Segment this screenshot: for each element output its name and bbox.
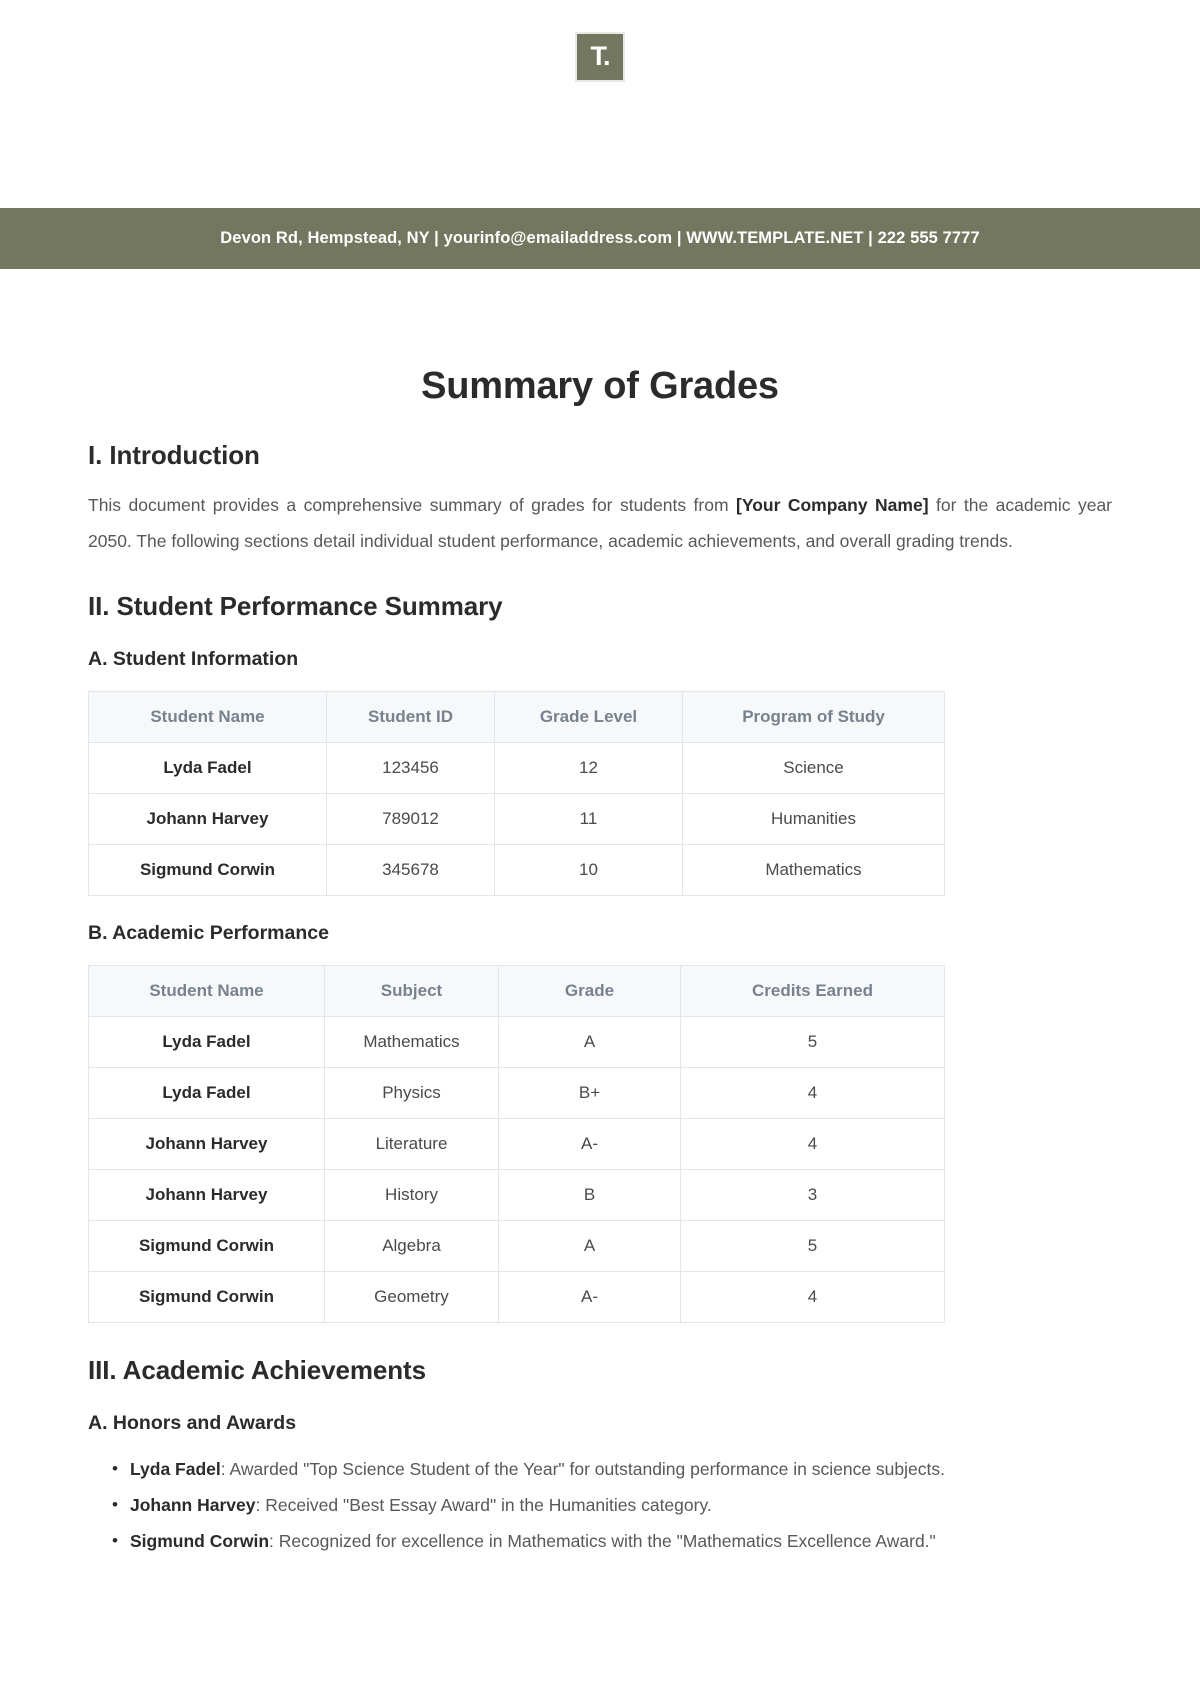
table-header-row [89,966,945,1017]
cell-grade-level: 11 [495,794,683,845]
student-information-table [88,691,945,896]
table-row [89,743,945,794]
section-heading-student-performance: II. Student Performance Summary [88,591,503,621]
cell-program-of-study: Science [683,743,945,794]
sub-heading-academic-performance: B. Academic Performance [88,922,329,944]
cell-program-of-study: Humanities [683,794,945,845]
cell-subject: Literature [325,1119,499,1170]
page-title: Summary of Grades [421,365,779,407]
academic-performance-table [88,965,945,1323]
cell-student-name: Lyda Fadel [89,743,327,794]
introduction-paragraph [88,487,1112,559]
cell-student-name: Sigmund Corwin [89,1272,325,1323]
table-row [89,845,945,896]
cell-credits-earned: 4 [681,1272,945,1323]
cell-credits-earned: 4 [681,1068,945,1119]
cell-student-name: Johann Harvey [89,1119,325,1170]
cell-subject: Mathematics [325,1017,499,1068]
cell-grade: A [499,1017,681,1068]
cell-grade: A [499,1221,681,1272]
cell-student-name: Johann Harvey [89,794,327,845]
cell-credits-earned: 4 [681,1119,945,1170]
list-item [112,1451,1112,1487]
cell-subject: Physics [325,1068,499,1119]
cell-grade-level: 10 [495,845,683,896]
table-row [89,794,945,845]
table-row [89,1221,945,1272]
section-heading-introduction: I. Introduction [88,440,260,470]
award-student-name: Johann Harvey [130,1495,256,1515]
cell-student-name: Johann Harvey [89,1170,325,1221]
list-item [112,1487,1112,1523]
table-header-row [89,692,945,743]
table-row [89,1119,945,1170]
cell-program-of-study: Mathematics [683,845,945,896]
list-item [112,1523,1112,1559]
template-logo-icon [575,32,625,82]
column-header: Student ID [327,692,495,743]
cell-subject: History [325,1170,499,1221]
cell-credits-earned: 5 [681,1017,945,1068]
table-row [89,1017,945,1068]
cell-grade: A- [499,1272,681,1323]
table-row [89,1170,945,1221]
award-description: : Recognized for excellence in Mathematics with the "Mathematics Excellence Award." [269,1531,936,1551]
column-header: Student Name [89,692,327,743]
intro-text-part1: This document provides a comprehensive summary of grades for students from [88,495,737,515]
section-heading-academic-achievements: III. Academic Achievements [88,1355,426,1385]
award-student-name: Sigmund Corwin [130,1531,270,1551]
column-header: Credits Earned [681,966,945,1017]
cell-credits-earned: 5 [681,1221,945,1272]
cell-student-name: Sigmund Corwin [89,1221,325,1272]
column-header: Grade [499,966,681,1017]
cell-student-name: Lyda Fadel [89,1017,325,1068]
column-header: Grade Level [495,692,683,743]
cell-student-id: 789012 [327,794,495,845]
cell-student-name: Sigmund Corwin [89,845,327,896]
cell-student-id: 345678 [327,845,495,896]
cell-grade: A- [499,1119,681,1170]
contact-banner [0,208,1200,269]
intro-text-part2: for the academic year 2050. The following sections detail individual student performance, academic achievements, and overall grading trends. [88,495,1113,551]
award-description: : Received "Best Essay Award" in the Humanities category. [255,1495,712,1515]
honors-and-awards-list [88,1451,1112,1559]
cell-subject: Algebra [325,1221,499,1272]
logo-glyph: T. [590,40,610,71]
intro-company-placeholder: [Your Company Name] [736,495,929,515]
award-description: : Awarded "Top Science Student of the Year" for outstanding performance in science subjects. [220,1459,945,1479]
cell-student-name: Lyda Fadel [89,1068,325,1119]
contact-info-text: Devon Rd, Hempstead, NY | yourinfo@emailaddress.com | WWW.TEMPLATE.NET | 222 555 7777 [220,229,980,247]
document-body [0,269,1200,1559]
cell-grade: B [499,1170,681,1221]
column-header: Program of Study [683,692,945,743]
table-row [89,1068,945,1119]
sub-heading-honors-and-awards: A. Honors and Awards [88,1412,297,1434]
cell-grade-level: 12 [495,743,683,794]
sub-heading-student-information: A. Student Information [88,648,299,670]
cell-student-id: 123456 [327,743,495,794]
award-student-name: Lyda Fadel [130,1459,221,1479]
column-header: Subject [325,966,499,1017]
column-header: Student Name [89,966,325,1017]
logo-header [0,0,1200,208]
cell-credits-earned: 3 [681,1170,945,1221]
cell-subject: Geometry [325,1272,499,1323]
cell-grade: B+ [499,1068,681,1119]
table-row [89,1272,945,1323]
